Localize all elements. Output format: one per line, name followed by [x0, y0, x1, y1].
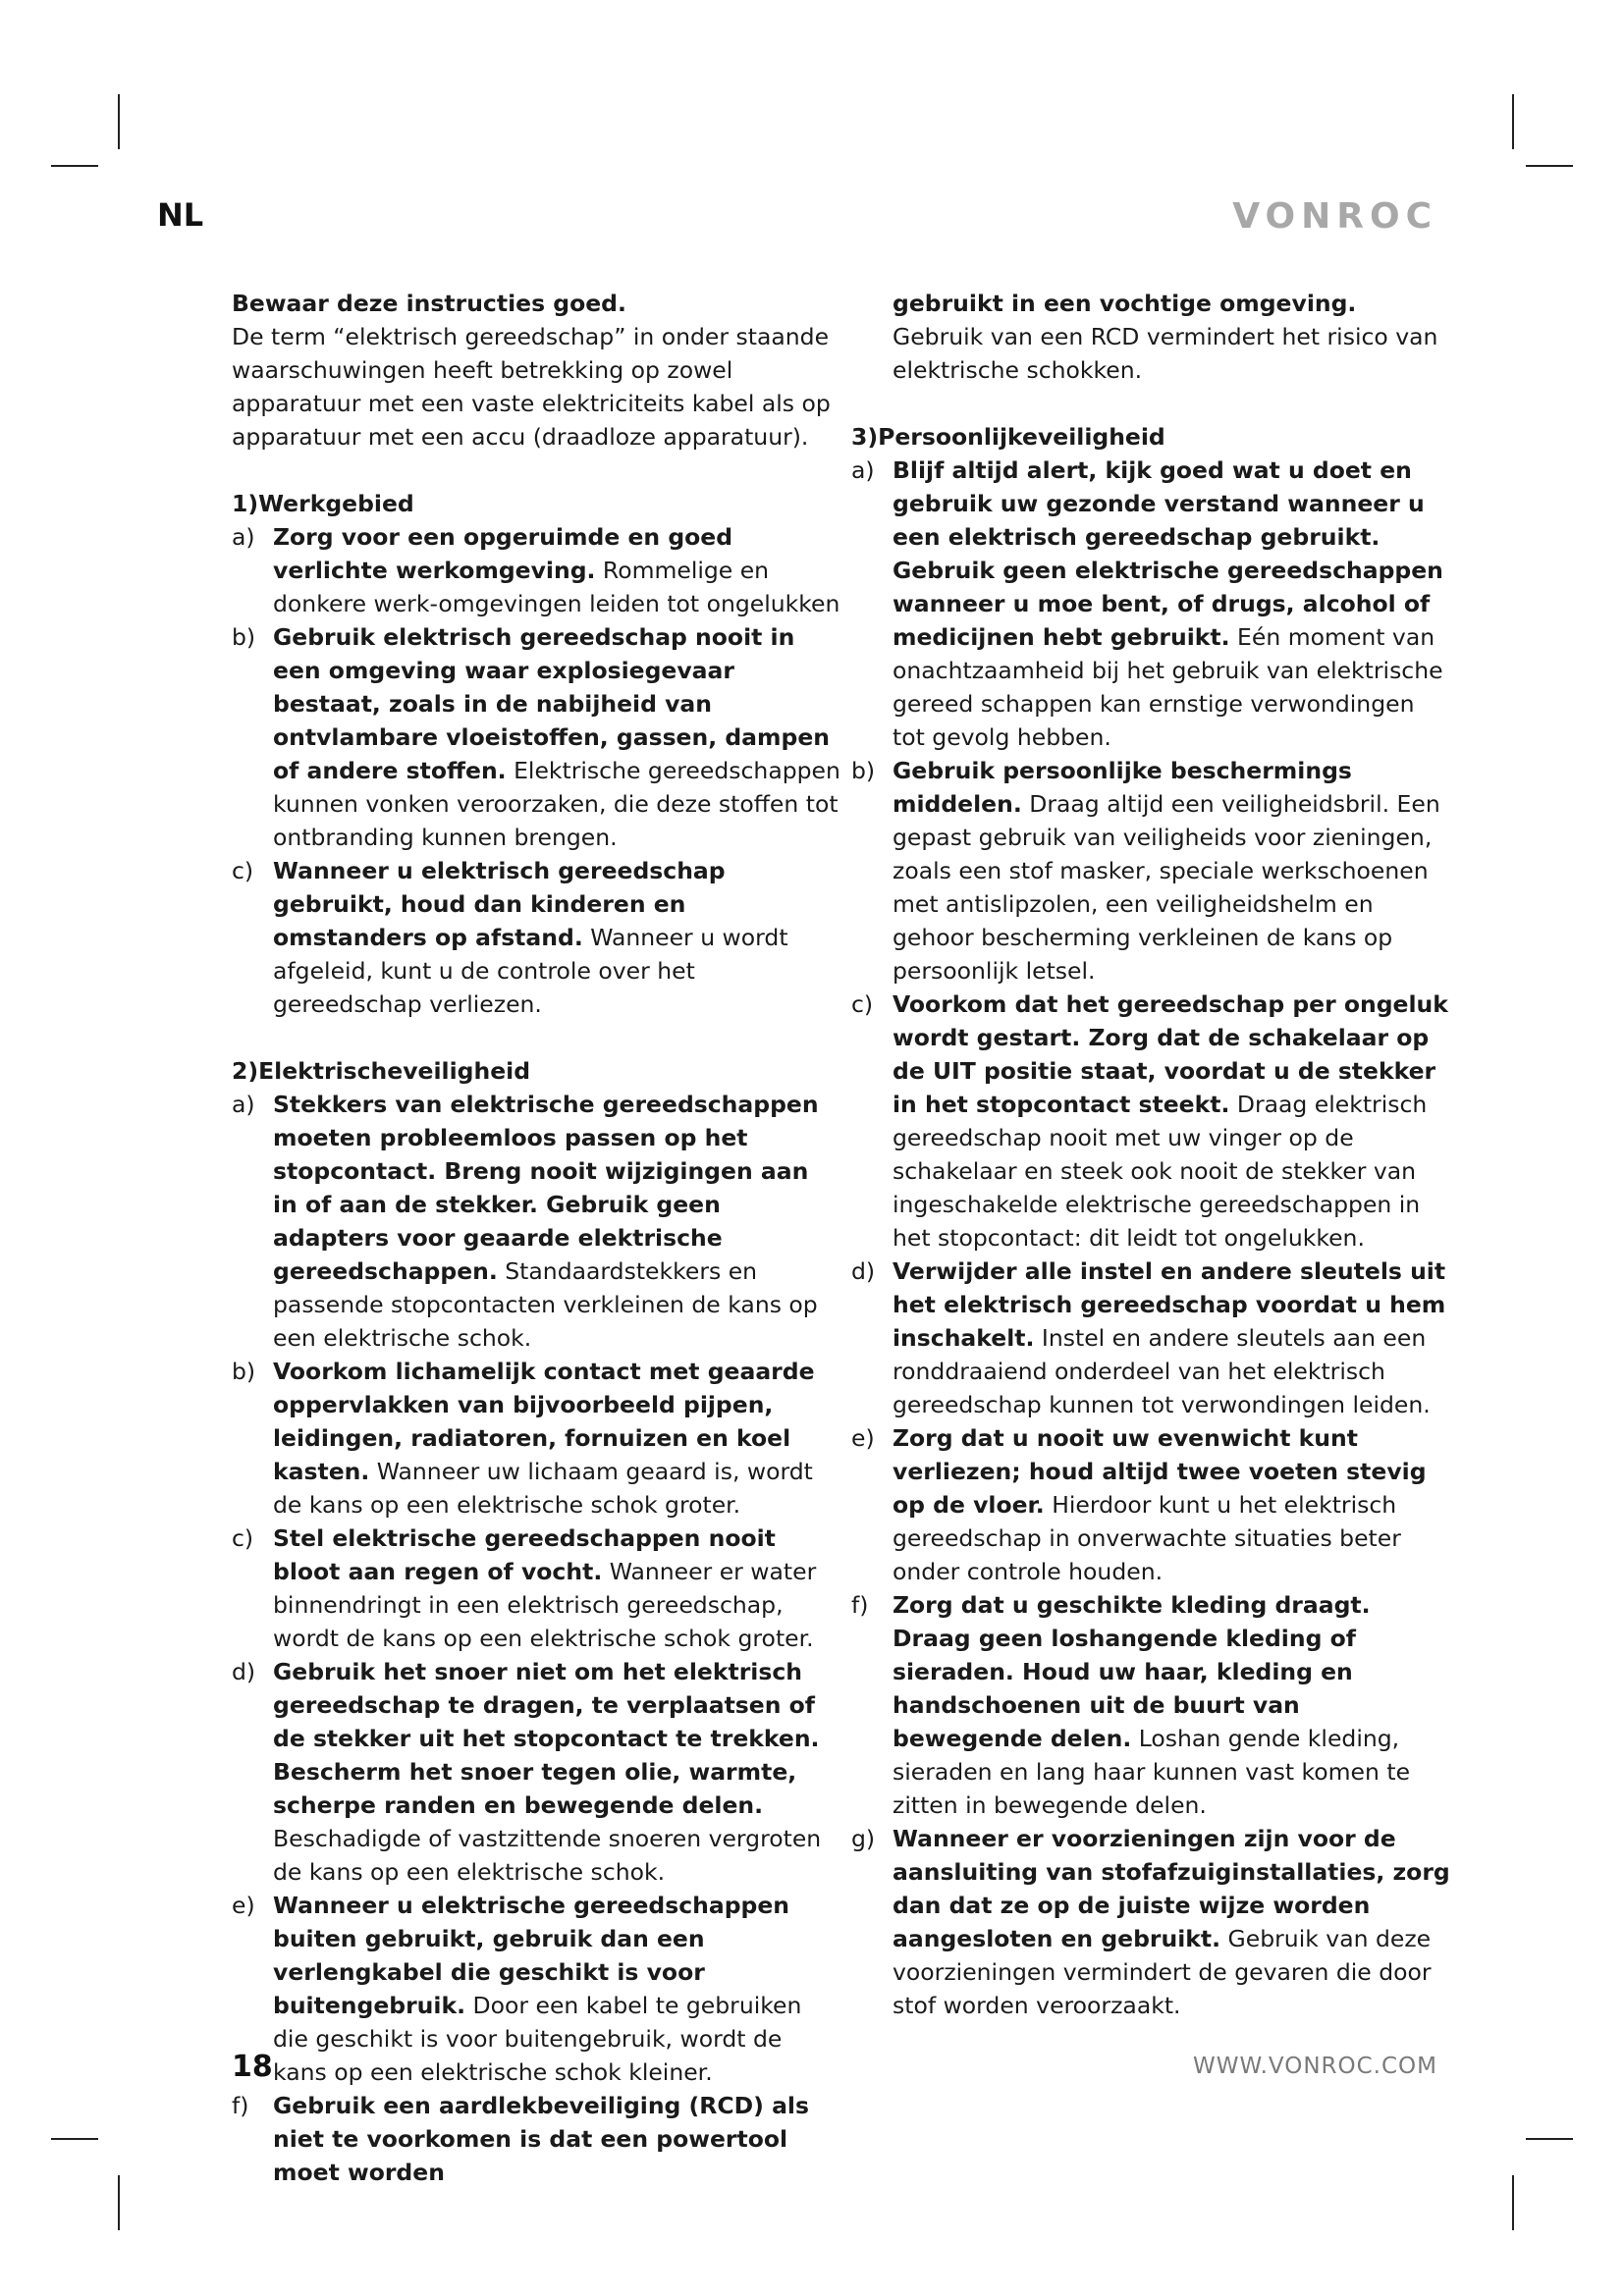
list-item [851, 988, 1450, 1255]
item-label: c) [232, 1524, 254, 1552]
item-bold: Blijf altijd alert, kijk goed wat u doet en gebruik uw gezonde verstand wanneer u een elektrisch gereedschap gebruikt. Gebruik geen elektrische gereedschappen wanneer u moe bent, of drugs, alcohol of medicijnen hebt gebruikt. [893, 456, 1443, 651]
continued-paragraph [851, 287, 1450, 387]
item-text: Wanneer u wordt afgeleid, kunt u de controle over het gereedschap verliezen. [273, 924, 788, 1018]
item-label: c) [851, 990, 874, 1018]
item-label: c) [232, 857, 254, 884]
list-item [232, 620, 840, 854]
item-bold: Voorkom lichamelijk contact met geaarde oppervlakken van bijvoorbeeld pijpen, leidingen, radiatoren, fornuizen en koel kasten. [273, 1358, 815, 1485]
list-item [851, 1822, 1450, 2022]
crop-mark [51, 165, 98, 167]
list-item [851, 1588, 1450, 1822]
item-text: Gebruik van deze voorzieningen vermindert de gevaren die door stof worden veroorzaakt. [893, 1925, 1432, 2019]
right-column [851, 287, 1450, 2022]
intro-text: De term “elektrisch gereedschap” in onder staande waarschuwingen heeft betrekking op zowel apparatuur met een vaste elektriciteits kabel als op apparatuur met een accu (draadloze apparatuur). [232, 323, 831, 451]
item-text: Loshan gende kleding, sieraden en lang haar kunnen vast komen te zitten in bewegende delen. [893, 1725, 1411, 1819]
list-item [232, 1522, 840, 1655]
list-item [232, 1655, 840, 1889]
item-bold: Wanneer u elektrisch gereedschap gebruikt, houd dan kinderen en omstanders op afstand. [273, 857, 726, 951]
item-bold: Zorg voor een opgeruimde en goed verlichte werkomgeving. [273, 523, 733, 584]
crop-mark [51, 2138, 98, 2140]
list-item [232, 854, 840, 1021]
section-title-werkgebied: 1)Werkgebied [232, 490, 414, 517]
language-label: NL [157, 196, 204, 234]
crop-mark [1526, 165, 1573, 167]
item-text: Draag altijd een veiligheidsbril. Een gepast gebruik van veiligheids voor zieningen, zoals een stof masker, speciale werkschoenen met antislipzolen, een veiligheidshelm en gehoor bescherming verkleinen de kans op persoonlijk letsel. [893, 790, 1440, 985]
item-text: Draag elektrisch gereedschap nooit met uw vinger op de schakelaar en steek ook nooit de stekker van ingeschakelde elektrische gereedschappen in het stopcontact: dit leidt tot ongelukken. [893, 1091, 1428, 1252]
item-bold: Gebruik het snoer niet om het elektrisch gereedschap te dragen, te verplaatsen of de stekker uit het stopcontact te trekken. Bescherm het snoer tegen olie, warmte, scherpe randen en bewegende delen. [273, 1658, 820, 1819]
item-text: Wanneer er water binnendringt in een elektrisch gereedschap, wordt de kans op een elektrische schok groter. [273, 1558, 817, 1652]
crop-mark [1526, 2138, 1573, 2140]
list-item [851, 454, 1450, 754]
continued-bold: gebruikt in een vochtige omgeving. [893, 290, 1357, 317]
item-bold: Zorg dat u geschikte kleding draagt. Draag geen loshangende kleding of sieraden. Houd uw haar, kleding en handschoenen uit de buurt van bewegende delen. [893, 1591, 1371, 1752]
item-label: b) [232, 623, 256, 651]
crop-mark [1512, 2175, 1514, 2230]
item-text: Instel en andere sleutels aan een ronddraaiend onderdeel van het elektrisch gereedschap kunnen tot verwondingen leiden. [893, 1324, 1431, 1418]
item-label: b) [851, 757, 876, 784]
item-label: a) [851, 456, 875, 484]
left-column [232, 287, 840, 2189]
item-label: g) [851, 1825, 876, 1852]
item-bold: Gebruik persoonlijke beschermings middelen. [893, 757, 1352, 818]
item-text: Eén moment van onachtzaamheid bij het gebruik van elektrische gereed schappen kan ernstige verwondingen tot gevolg hebben. [893, 623, 1443, 751]
item-bold: Voorkom dat het gereedschap per ongeluk wordt gestart. Zorg dat de schakelaar op de UIT positie staat, voordat u de stekker in het stopcontact steekt. [893, 990, 1448, 1118]
item-label: e) [851, 1424, 875, 1452]
item-text: Door een kabel te gebruiken die geschikt is voor buitengebruik, wordt de kans op een elektrische schok kleiner. [273, 1992, 802, 2086]
list-item [232, 2089, 840, 2189]
item-text: Beschadigde of vastzittende snoeren vergroten de kans op een elektrische schok. [273, 1825, 822, 1886]
item-text: Elektrische gereedschappen kunnen vonken veroorzaken, die deze stoffen tot ontbranding kunnen brengen. [273, 757, 840, 851]
item-label: f) [232, 2092, 249, 2119]
crop-mark [118, 2175, 120, 2230]
item-label: f) [851, 1591, 869, 1619]
item-text: Rommelige en donkere werk-omgevingen leiden tot ongelukken [273, 557, 840, 617]
page-number: 18 [232, 2050, 273, 2084]
item-bold: Verwijder alle instel en andere sleutels uit het elektrisch gereedschap voordat u hem inschakelt. [893, 1257, 1446, 1352]
item-label: d) [232, 1658, 256, 1685]
section-title-persoonlijke-veiligheid: 3)Persoonlijkeveiligheid [851, 423, 1165, 451]
item-bold: Gebruik elektrisch gereedschap nooit in een omgeving waar explosiegevaar bestaat, zoals in de nabijheid van ontvlambare vloeistoffen, gassen, dampen of andere stoffen. [273, 623, 830, 784]
item-bold: Wanneer er voorzieningen zijn voor de aansluiting van stofafzuiginstallaties, zorg dan dat ze op de juiste wijze worden aangesloten en gebruikt. [893, 1825, 1450, 1952]
item-bold: Wanneer u elektrische gereedschappen buiten gebruikt, gebruik dan een verlengkabel die geschikt is voor buitengebruik. [273, 1892, 790, 2019]
item-label: b) [232, 1358, 256, 1385]
item-bold: Stel elektrische gereedschappen nooit bloot aan regen of vocht. [273, 1524, 776, 1585]
item-text: Hierdoor kunt u het elektrisch gereedschap in onverwachte situaties beter onder controle houden. [893, 1491, 1401, 1585]
item-label: e) [232, 1892, 255, 1919]
crop-mark [118, 94, 120, 149]
intro-title: Bewaar deze instructies goed. [232, 290, 626, 317]
item-bold: Gebruik een aardlekbeveiliging (RCD) als niet te voorkomen is dat een powertool moet worden [273, 2092, 809, 2186]
item-bold: Zorg dat u nooit uw evenwicht kunt verliezen; houd altijd twee voeten stevig op de vloer. [893, 1424, 1427, 1519]
crop-mark [1512, 94, 1514, 149]
list-item [232, 1355, 840, 1522]
item-text: Standaardstekkers en passende stopcontacten verkleinen de kans op een elektrische schok. [273, 1257, 818, 1352]
section-title-elektrische-veiligheid: 2)Elektrischeveiligheid [232, 1057, 531, 1085]
list-item [851, 1255, 1450, 1421]
brand-logo: VONROC [1232, 196, 1437, 237]
list-item [851, 754, 1450, 988]
list-item [232, 1088, 840, 1355]
website-url: WWW.VONROC.COM [1193, 2054, 1437, 2079]
list-item [232, 1889, 840, 2089]
item-label: a) [232, 1091, 255, 1118]
continued-text: Gebruik van een RCD vermindert het risico van elektrische schokken. [893, 323, 1438, 384]
item-text: Wanneer uw lichaam geaard is, wordt de kans op een elektrische schok groter. [273, 1458, 813, 1519]
item-label: a) [232, 523, 255, 551]
list-item [232, 520, 840, 620]
item-bold: Stekkers van elektrische gereedschappen moeten probleemloos passen op het stopcontact. Breng nooit wijzigingen aan in of aan de stekker. Gebruik geen adapters voor geaarde elektrische gereedschappen. [273, 1091, 819, 1285]
item-label: d) [851, 1257, 876, 1285]
list-item [851, 1421, 1450, 1588]
